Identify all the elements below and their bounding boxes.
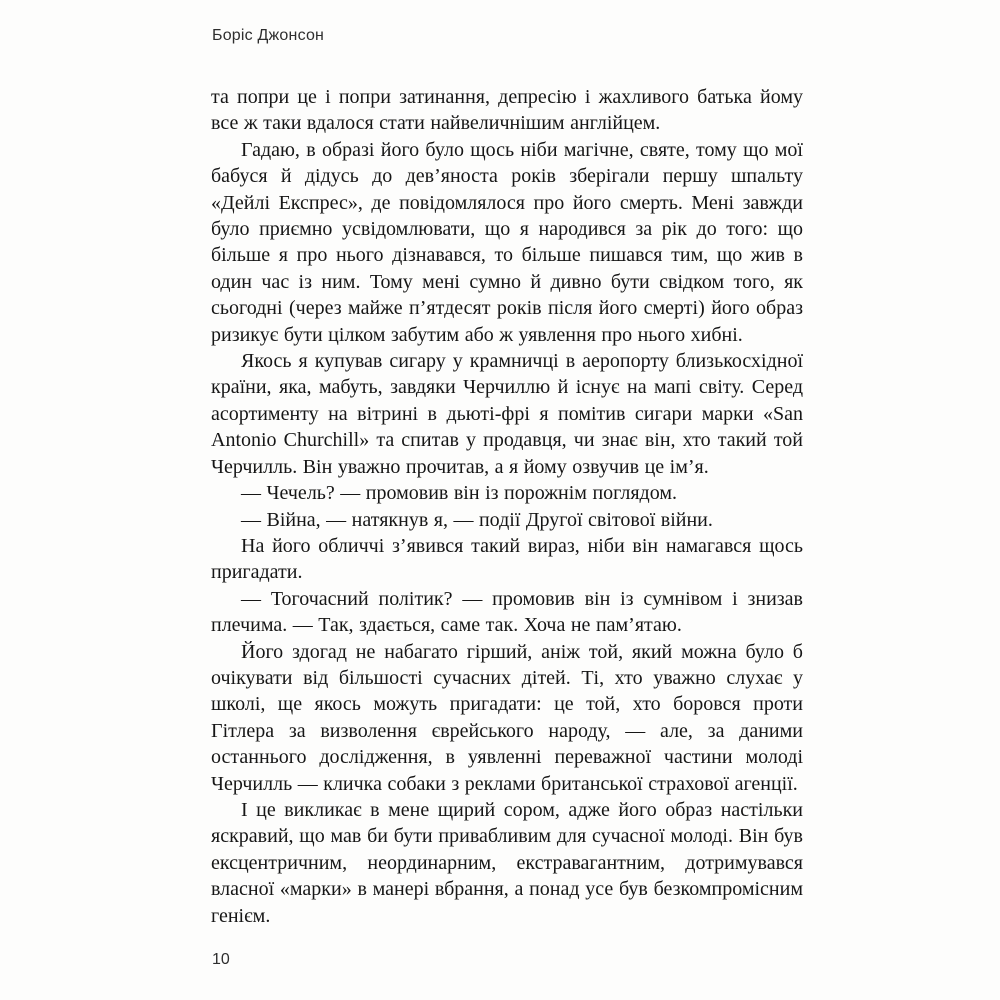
page-number: 10 — [212, 951, 230, 968]
paragraph: Якось я купував сигару у крамничці в аеропорту близькосхідної країни, яка, мабуть, завдяки Черчиллю й існує на мапі світу. Серед асортименту на вітрині в дьюті-фрі я помітив сигари марки «San Antonio Churchill» та спитав у продавця, чи знає він, хто такий той Черчилль. Він уважно прочитав, а я йому озвучив це ім’я. — [211, 350, 803, 478]
paragraph: І це викликає в мене щирий сором, адже його образ настільки яскравий, що мав би бути привабливим для сучасної молоді. Він був ексцентричним, неординарним, екстравагантним, дотримувався власної «марки» в манері вбрання, а понад усе був безкомпромісним генієм. — [211, 798, 803, 927]
paragraph-dialogue: — Тогочасний політик? — промовив він із сумнівом і знизав плечима. — Так, здається, саме так. Хоча не пам’ятаю. — [211, 587, 803, 637]
paragraph: На його обличчі з’явився такий вираз, ніби він намагався щось пригадати. — [211, 534, 803, 584]
body-text — [211, 84, 803, 929]
paragraph: та попри це і попри затинання, депресію і жахливого батька йому все ж таки вдалося стати найвеличнішим англійцем. — [211, 86, 803, 135]
running-header-author: Боріс Джонсон — [212, 27, 325, 44]
paragraph: Гадаю, в образі його було щось ніби магічне, святе, тому що мої бабуся й дідусь до дев’яноста років зберігали першу шпальту «Дейлі Експрес», де повідомлялося про його смерть. Мені завжди було приємно усвідомлювати, що я народився за рік до того: що більше я про нього дізнавався, то більше пишався тим, що жив в один час із ним. Тому мені сумно й дивно бути свідком того, як сьогодні (через майже п’ятдесят років після його смерті) його образ ризикує бути цілком забутим або ж уявлення про нього хибні. — [211, 138, 803, 346]
paragraph-dialogue: — Чечель? — промовив він із порожнім поглядом. — [241, 482, 677, 505]
paragraph: Його здогад не набагато гірший, аніж той, який можна було б очікувати від більшості сучасних дітей. Ті, хто уважно слухає у школі, ще якось можуть пригадати: це той, хто боровся проти Гітлера за визволення єврейського народу, — але, за даними останнього дослідження, в уявленні переважної частини молоді Черчилль — кличка собаки з реклами британської страхової агенції. — [211, 640, 803, 795]
paragraph-dialogue: — Війна, — натякнув я, — події Другої світової війни. — [241, 508, 713, 531]
